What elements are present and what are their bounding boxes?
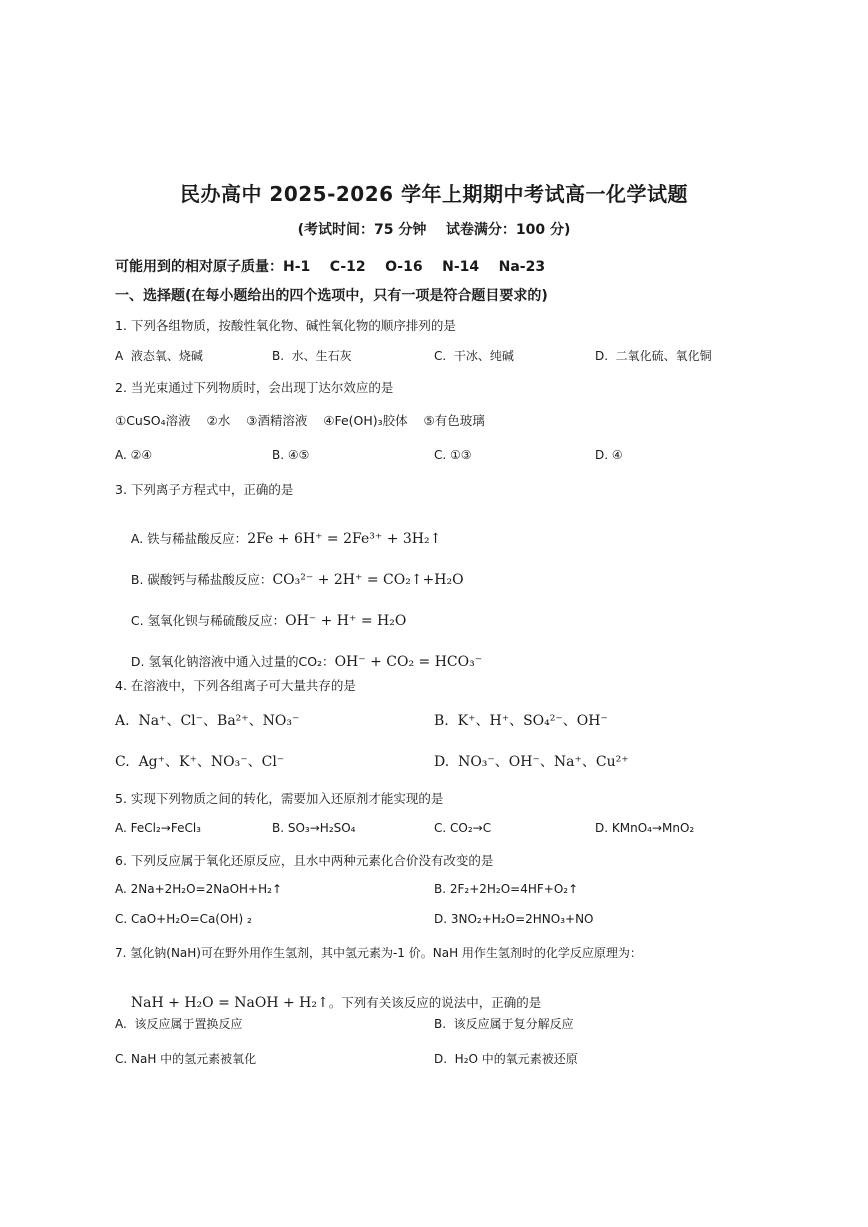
question-6-stem: 6. 下列反应属于氧化还原反应，且水中两种元素化合价没有改变的是 bbox=[115, 853, 494, 868]
question-4-option-a: A. Na⁺、Cl⁻、Ba²⁺、NO₃⁻ bbox=[115, 713, 300, 729]
section-heading: 一、选择题(在每小题给出的四个选项中，只有一项是符合题目要求的) bbox=[115, 288, 548, 304]
question-5-option-c: C. CO₂→C bbox=[434, 821, 492, 835]
question-3-option-c-equation: OH⁻ + H⁺ = H₂O bbox=[285, 613, 407, 629]
question-3-option-d-text: D. 氢氧化钠溶液中通入过量的CO₂： bbox=[130, 654, 335, 669]
question-4-option-d: D. NO₃⁻、OH⁻、Na⁺、Cu²⁺ bbox=[434, 754, 629, 770]
exam-subtitle: (考试时间：75 分钟 试卷满分：100 分) bbox=[297, 222, 571, 238]
question-7-continuation: 。下列有关该反应的说法中，正确的是 bbox=[328, 995, 542, 1010]
question-7-equation: NaH + H₂O = NaOH + H₂↑ bbox=[130, 995, 329, 1011]
question-1-stem: 1. 下列各组物质，按酸性氧化物、碱性氧化物的顺序排列的是 bbox=[115, 318, 456, 333]
question-5-option-a: A. FeCl₂→FeCl₃ bbox=[115, 821, 201, 835]
question-3-option-b-equation: CO₃²⁻ + 2H⁺ = CO₂↑+H₂O bbox=[272, 572, 464, 588]
question-1-option-d: D. 二氧化硫、氧化铜 bbox=[595, 349, 712, 363]
question-3-option-a-text: A. 铁与稀盐酸反应： bbox=[130, 531, 248, 546]
question-3-stem: 3. 下列离子方程式中，正确的是 bbox=[115, 482, 294, 497]
question-1-option-b: B. 水、生石灰 bbox=[272, 349, 352, 363]
question-1-option-a: A 液态氧、烧碱 bbox=[115, 349, 203, 363]
atomic-mass-line: 可能用到的相对原子质量：H-1 C-12 O-16 N-14 Na-23 bbox=[115, 259, 546, 275]
question-6-option-d: D. 3NO₂+H₂O=2HNO₃+NO bbox=[434, 912, 594, 926]
question-2-option-c: C. ①③ bbox=[434, 448, 472, 462]
question-3-option-d-equation: OH⁻ + CO₂ = HCO₃⁻ bbox=[334, 654, 483, 670]
question-2-option-b: B. ④⑤ bbox=[272, 448, 310, 462]
question-2-stem: 2. 当光束通过下列物质时，会出现丁达尔效应的是 bbox=[115, 380, 394, 395]
question-7-option-a: A. 该反应属于置换反应 bbox=[115, 1017, 243, 1031]
question-3-option-b-text: B. 碳酸钙与稀盐酸反应： bbox=[130, 572, 273, 587]
question-3-option-a-equation: 2Fe + 6H⁺ = 2Fe³⁺ + 3H₂↑ bbox=[247, 531, 442, 547]
page-title: 民办高中 2025-2026 学年上期期中考试高一化学试题 bbox=[179, 182, 689, 206]
question-5-option-b: B. SO₃→H₂SO₄ bbox=[272, 821, 356, 835]
question-6-option-b: B. 2F₂+2H₂O=4HF+O₂↑ bbox=[434, 882, 579, 896]
question-2-option-a: A. ②④ bbox=[115, 448, 153, 462]
question-6-option-c: C. CaO+H₂O=Ca(OH) ₂ bbox=[115, 912, 252, 926]
question-7-option-d: D. H₂O 中的氧元素被还原 bbox=[434, 1052, 578, 1066]
question-4-option-c: C. Ag⁺、K⁺、NO₃⁻、Cl⁻ bbox=[115, 754, 285, 770]
question-7-option-c: C. NaH 中的氢元素被氧化 bbox=[115, 1052, 257, 1066]
question-5-option-d: D. KMnO₄→MnO₂ bbox=[595, 821, 695, 835]
question-2-option-d: D. ④ bbox=[595, 448, 623, 462]
question-7-option-b: B. 该反应属于复分解反应 bbox=[434, 1017, 574, 1031]
question-3-option-c-text: C. 氢氧化钡与稀硫酸反应： bbox=[130, 613, 286, 628]
question-4-stem: 4. 在溶液中，下列各组离子可大量共存的是 bbox=[115, 678, 356, 693]
question-6-option-a: A. 2Na+2H₂O=2NaOH+H₂↑ bbox=[115, 882, 282, 896]
question-2-items: ①CuSO₄溶液 ②水 ③酒精溶液 ④Fe(OH)₃胶体 ⑤有色玻璃 bbox=[115, 413, 485, 428]
question-7-stem: 7. 氢化钠(NaH)可在野外用作生氢剂，其中氢元素为-1 价。NaH 用作生氢剂时的化学反应原理为： bbox=[115, 946, 642, 960]
question-5-stem: 5. 实现下列物质之间的转化，需要加入还原剂才能实现的是 bbox=[115, 791, 444, 806]
question-4-option-b: B. K⁺、H⁺、SO₄²⁻、OH⁻ bbox=[434, 713, 608, 729]
question-1-option-c: C. 干冰、纯碱 bbox=[434, 349, 514, 363]
